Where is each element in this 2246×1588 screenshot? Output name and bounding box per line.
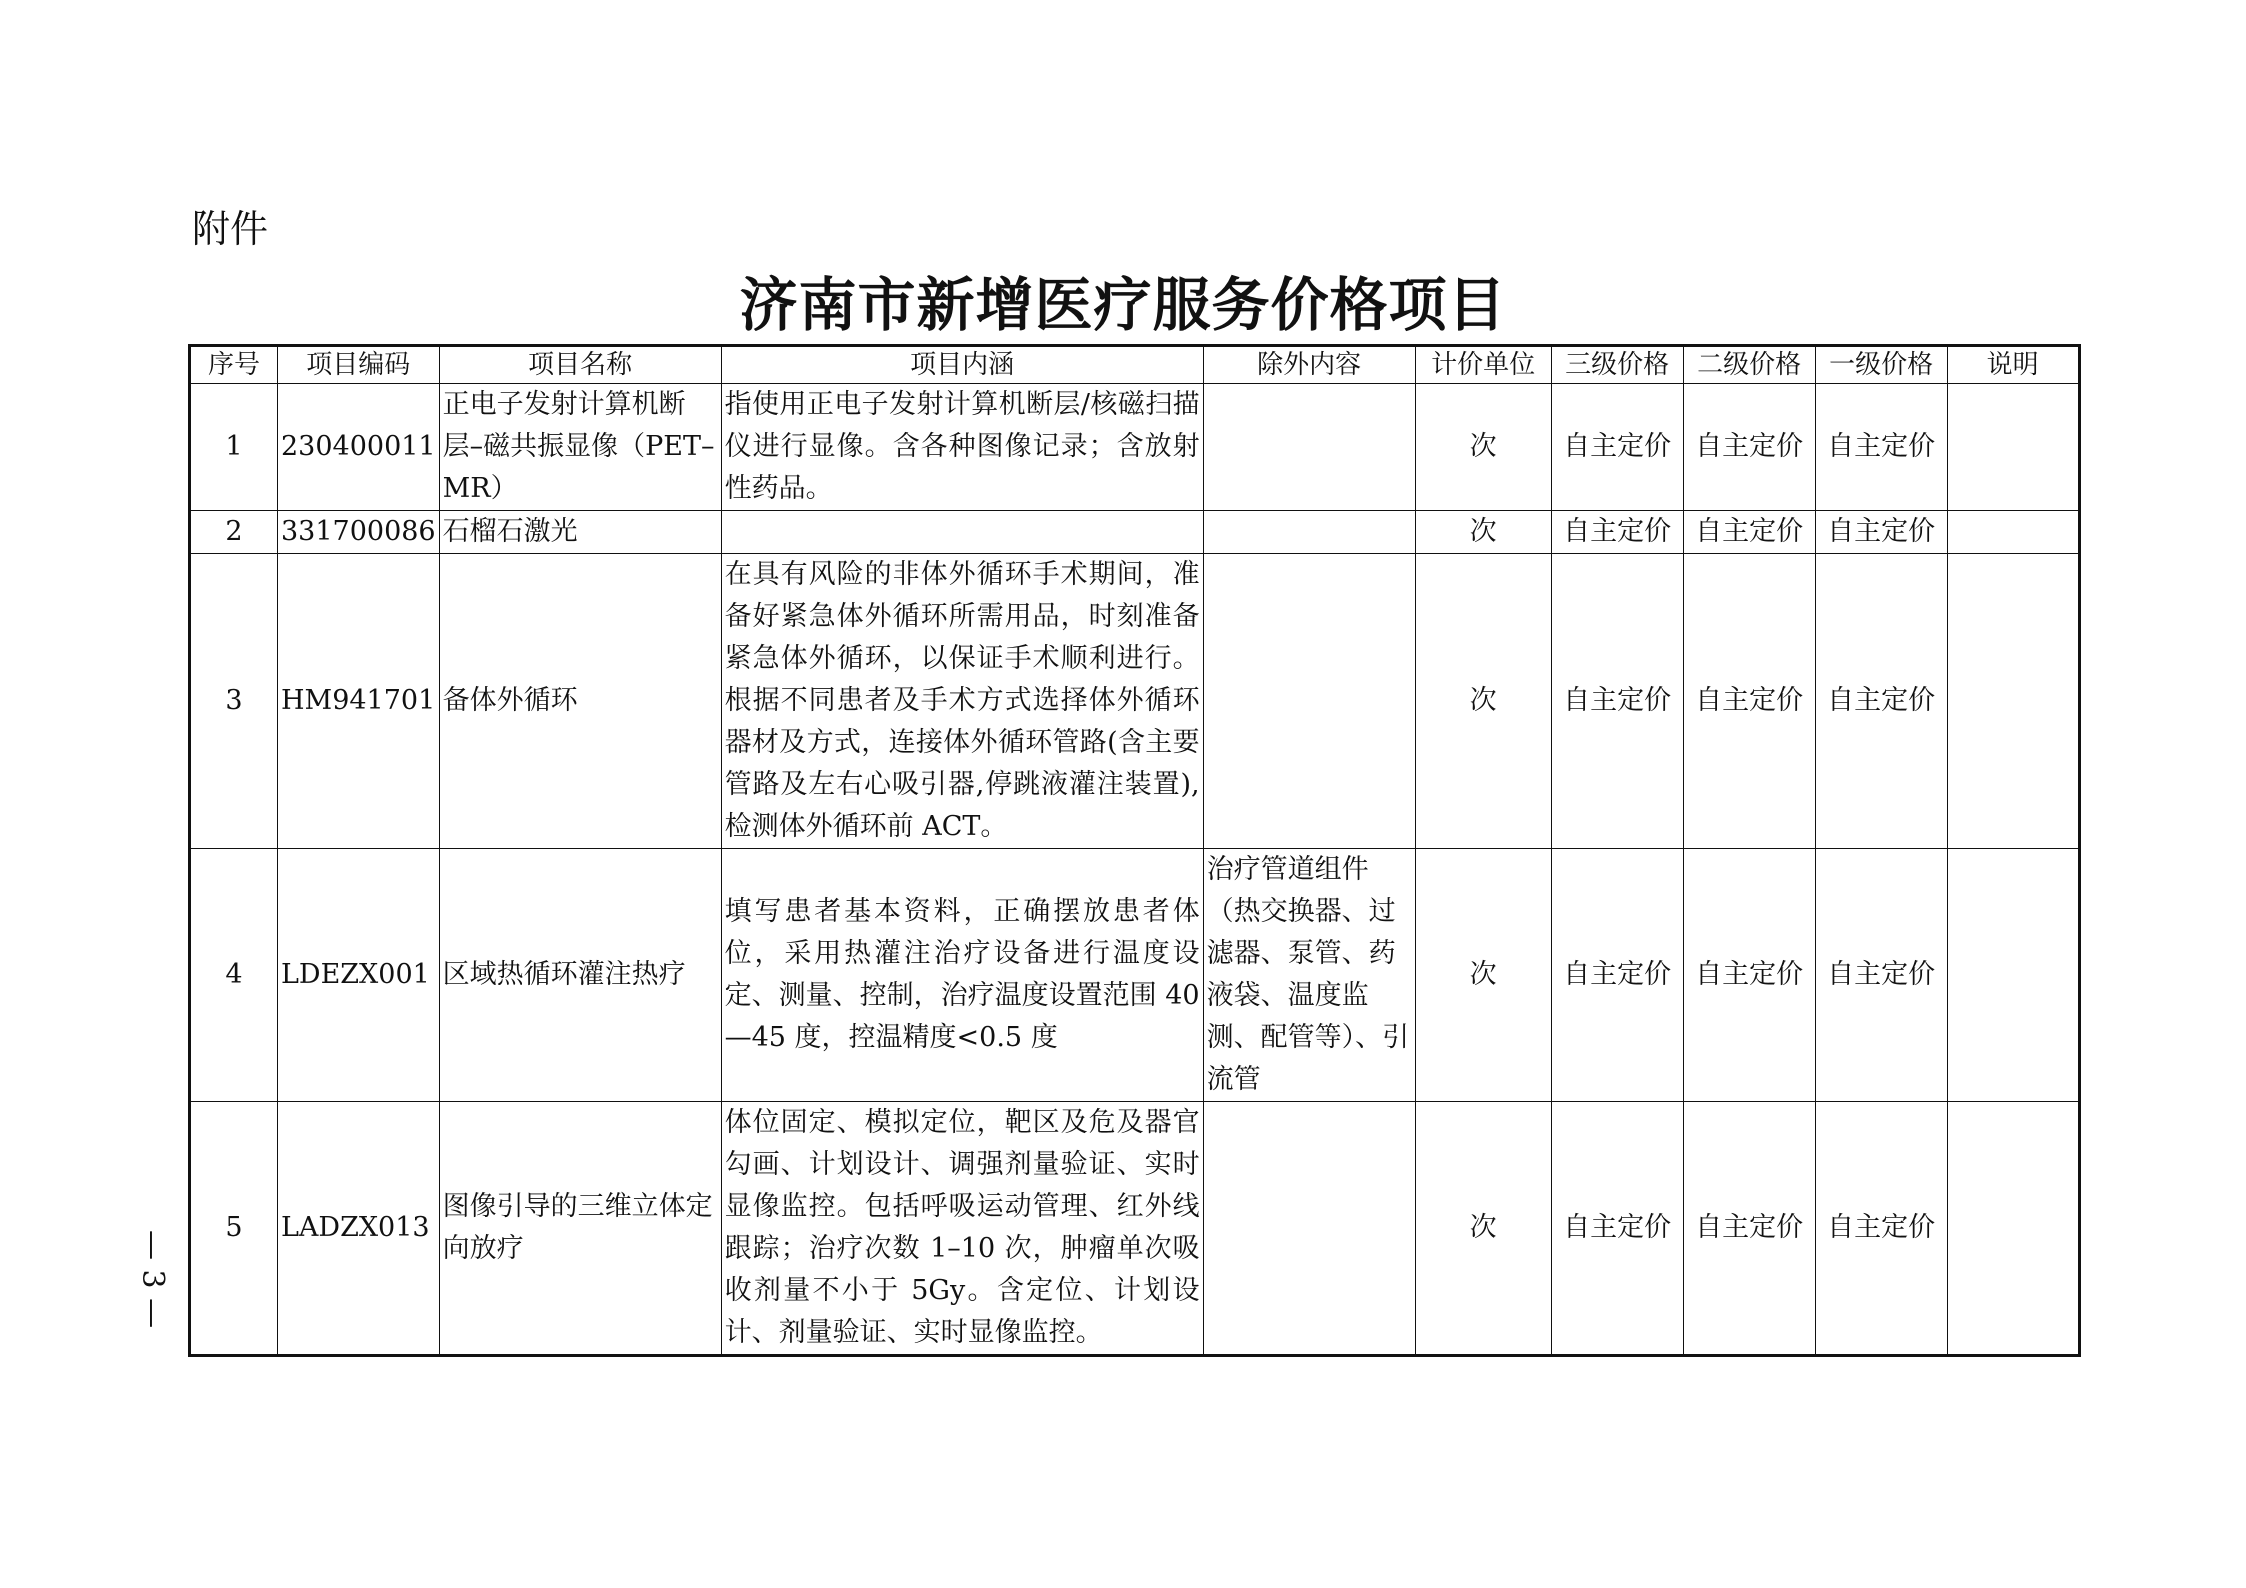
header-excluded: 除外内容 xyxy=(1203,346,1415,384)
cell-content xyxy=(721,511,1203,554)
header-content: 项目内涵 xyxy=(721,346,1203,384)
cell-price-level2: 自主定价 xyxy=(1683,384,1815,511)
cell-price-level3: 自主定价 xyxy=(1551,1102,1683,1356)
cell-price-level2: 自主定价 xyxy=(1683,849,1815,1102)
cell-name: 正电子发射计算机断层–磁共振显像（PET–MR） xyxy=(439,384,721,511)
cell-content: 指使用正电子发射计算机断层/核磁扫描仪进行显像。含各种图像记录；含放射性药品。 xyxy=(721,384,1203,511)
cell-note xyxy=(1947,1102,2079,1356)
cell-price-level1: 自主定价 xyxy=(1815,384,1947,511)
cell-code: 331700086 xyxy=(278,511,440,554)
cell-price-level3: 自主定价 xyxy=(1551,384,1683,511)
attachment-label: 附件 xyxy=(192,207,269,251)
cell-price-level2: 自主定价 xyxy=(1683,511,1815,554)
cell-content: 在具有风险的非体外循环手术期间，准备好紧急体外循环所需用品，时刻准备紧急体外循环，以保证手术顺利进行。根据不同患者及手术方式选择体外循环器材及方式，连接体外循环管路(含主要管路及左右心吸引器,停跳液灌注装置),检测体外循环前 ACT。 xyxy=(721,554,1203,849)
cell-price-level2: 自主定价 xyxy=(1683,1102,1815,1356)
cell-price-level3: 自主定价 xyxy=(1551,511,1683,554)
cell-no: 3 xyxy=(190,554,278,849)
cell-price-level3: 自主定价 xyxy=(1551,554,1683,849)
cell-note xyxy=(1947,554,2079,849)
cell-name: 石榴石激光 xyxy=(439,511,721,554)
header-note: 说明 xyxy=(1947,346,2079,384)
cell-content: 体位固定、模拟定位，靶区及危及器官勾画、计划设计、调强剂量验证、实时显像监控。包括呼吸运动管理、红外线跟踪；治疗次数 1–10 次，肿瘤单次吸收剂量不小于 5Gy。含定位、计划设计、剂量验证、实时显像监控。 xyxy=(721,1102,1203,1356)
cell-unit: 次 xyxy=(1415,849,1551,1102)
cell-price-level1: 自主定价 xyxy=(1815,511,1947,554)
cell-code: HM941701 xyxy=(278,554,440,849)
cell-name: 备体外循环 xyxy=(439,554,721,849)
cell-excluded xyxy=(1203,554,1415,849)
cell-excluded xyxy=(1203,1102,1415,1356)
cell-content: 填写患者基本资料，正确摆放患者体位，采用热灌注治疗设备进行温度设定、测量、控制，治疗温度设置范围 40—45 度，控温精度<0.5 度 xyxy=(721,849,1203,1102)
page-number: — 3 — xyxy=(135,1230,170,1329)
cell-excluded xyxy=(1203,384,1415,511)
table-row xyxy=(190,384,2080,511)
cell-no: 1 xyxy=(190,384,278,511)
cell-code: LADZX013 xyxy=(278,1102,440,1356)
cell-note xyxy=(1947,384,2079,511)
cell-price-level1: 自主定价 xyxy=(1815,849,1947,1102)
cell-name: 图像引导的三维立体定向放疗 xyxy=(439,1102,721,1356)
table-row xyxy=(190,511,2080,554)
cell-name: 区域热循环灌注热疗 xyxy=(439,849,721,1102)
header-price-level1: 一级价格 xyxy=(1815,346,1947,384)
cell-no: 5 xyxy=(190,1102,278,1356)
cell-price-level3: 自主定价 xyxy=(1551,849,1683,1102)
header-price-level2: 二级价格 xyxy=(1683,346,1815,384)
table-row xyxy=(190,554,2080,849)
cell-price-level1: 自主定价 xyxy=(1815,554,1947,849)
cell-no: 4 xyxy=(190,849,278,1102)
cell-code: LDEZX001 xyxy=(278,849,440,1102)
cell-price-level1: 自主定价 xyxy=(1815,1102,1947,1356)
header-name: 项目名称 xyxy=(439,346,721,384)
cell-note xyxy=(1947,511,2079,554)
header-code: 项目编码 xyxy=(278,346,440,384)
cell-no: 2 xyxy=(190,511,278,554)
cell-unit: 次 xyxy=(1415,384,1551,511)
cell-excluded xyxy=(1203,511,1415,554)
header-no: 序号 xyxy=(190,346,278,384)
header-price-level3: 三级价格 xyxy=(1551,346,1683,384)
cell-unit: 次 xyxy=(1415,511,1551,554)
cell-excluded: 治疗管道组件（热交换器、过滤器、泵管、药液袋、温度监测、配管等）、引流管 xyxy=(1203,849,1415,1102)
cell-note xyxy=(1947,849,2079,1102)
cell-price-level2: 自主定价 xyxy=(1683,554,1815,849)
table-row xyxy=(190,1102,2080,1356)
document-title: 济南市新增医疗服务价格项目 xyxy=(739,271,1507,339)
price-table xyxy=(188,344,2081,1357)
table-row xyxy=(190,849,2080,1102)
cell-unit: 次 xyxy=(1415,1102,1551,1356)
cell-unit: 次 xyxy=(1415,554,1551,849)
header-unit: 计价单位 xyxy=(1415,346,1551,384)
table-header-row xyxy=(190,346,2080,384)
cell-code: 230400011 xyxy=(278,384,440,511)
